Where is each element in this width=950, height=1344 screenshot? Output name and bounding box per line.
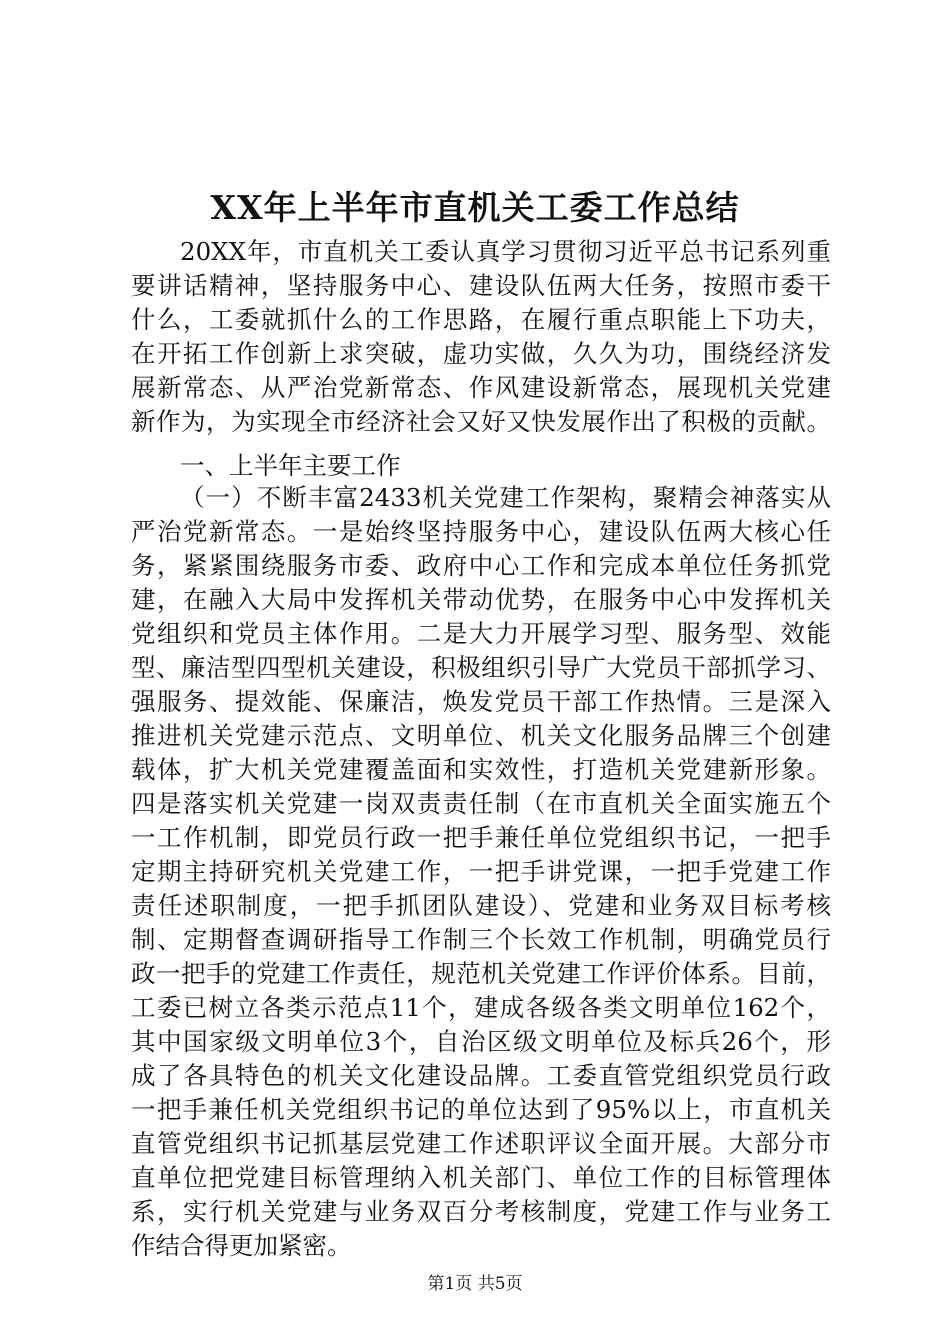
body-line-7: 强服务、提效能、保廉洁，焕发党员干部工作热情。三是深入 <box>131 687 831 716</box>
intro-line-3: 什么，工委就抓什么的工作思路，在履行重点职能上下功夫， <box>131 305 831 334</box>
intro-line-6: 新作为，为实现全市经济社会又好又快发展作出了积极的贡献。 <box>131 407 831 436</box>
body-line-20: 直管党组织书记抓基层党建工作述职评议全面开展。大部分市 <box>131 1129 831 1158</box>
body-line-4: 建，在融入大局中发挥机关带动优势，在服务中心中发挥机关 <box>131 585 831 614</box>
intro-line-2: 要讲话精神，坚持服务中心、建设队伍两大任务，按照市委干 <box>131 271 831 300</box>
section-heading: 一、上半年主要工作 <box>180 451 401 480</box>
body-line-5: 党组织和党员主体作用。二是大力开展学习型、服务型、效能 <box>131 619 831 648</box>
body-line-23: 作结合得更加紧密。 <box>131 1231 352 1260</box>
body-line-18: 成了各具特色的机关文化建设品牌。工委直管党组织党员行政 <box>131 1061 831 1090</box>
body-line-12: 定期主持研究机关党建工作，一把手讲党课，一把手党建工作 <box>131 857 831 886</box>
body-line-6: 型、廉洁型四型机关建设，积极组织引导广大党员干部抓学习、 <box>131 653 831 682</box>
body-line-14: 制、定期督查调研指导工作制三个长效工作机制，明确党员行 <box>131 925 831 954</box>
document-title: XX年上半年市直机关工委工作总结 <box>210 188 740 227</box>
body-line-1: （一）不断丰富2433机关党建工作架构，聚精会神落实从 <box>180 483 831 512</box>
body-line-17: 其中国家级文明单位3个，自治区级文明单位及标兵26个，形 <box>131 1027 831 1056</box>
page-footer: 第1页 共5页 <box>427 1274 523 1294</box>
body-line-22: 系，实行机关党建与业务双百分考核制度，党建工作与业务工 <box>131 1197 831 1226</box>
body-line-11: 一工作机制，即党员行政一把手兼任单位党组织书记，一把手 <box>131 823 831 852</box>
body-line-16: 工委已树立各类示范点11个，建成各级各类文明单位162个， <box>131 993 831 1022</box>
intro-line-4: 在开拓工作创新上求突破，虚功实做，久久为功，围绕经济发 <box>131 339 831 368</box>
intro-line-1: 20XX年，市直机关工委认真学习贯彻习近平总书记系列重 <box>180 237 831 266</box>
body-line-8: 推进机关党建示范点、文明单位、机关文化服务品牌三个创建 <box>131 721 831 750</box>
body-line-19: 一把手兼任机关党组织书记的单位达到了95%以上，市直机关 <box>131 1095 831 1124</box>
body-line-3: 务，紧紧围绕服务市委、政府中心工作和完成本单位任务抓党 <box>131 551 831 580</box>
body-line-21: 直单位把党建目标管理纳入机关部门、单位工作的目标管理体 <box>131 1163 831 1192</box>
body-line-13: 责任述职制度，一把手抓团队建设）、党建和业务双目标考核 <box>131 891 831 920</box>
intro-line-5: 展新常态、从严治党新常态、作风建设新常态，展现机关党建 <box>131 373 831 402</box>
body-line-15: 政一把手的党建工作责任，规范机关党建工作评价体系。目前， <box>131 959 831 988</box>
body-line-2: 严治党新常态。一是始终坚持服务中心，建设队伍两大核心任 <box>131 517 831 546</box>
body-line-10: 四是落实机关党建一岗双责责任制（在市直机关全面实施五个 <box>131 789 831 818</box>
body-line-9: 载体，扩大机关党建覆盖面和实效性，打造机关党建新形象。 <box>131 755 831 784</box>
